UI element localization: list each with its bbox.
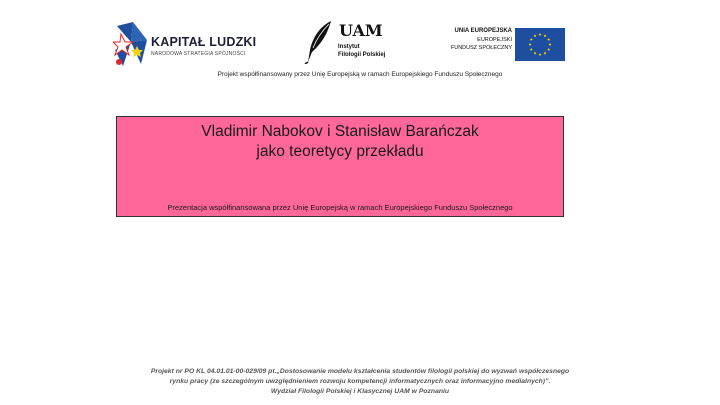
ue-title: UNIA EUROPEJSKA [454, 28, 512, 34]
presentation-title-line-2: jako teoretycy przekładu [256, 143, 424, 160]
presentation-subtitle: Prezentacja współfinansowana przez Unię Europejską w ramach Europejskiego Funduszu Społecznego [167, 203, 513, 212]
uam-logo [303, 20, 386, 66]
ue-logo [432, 18, 572, 68]
ue-text-block [451, 27, 512, 53]
kapital-ludzki-title: KAPITAŁ LUDZKI [151, 35, 257, 49]
kapital-ludzki-star-icon [113, 20, 149, 68]
footer [0, 367, 720, 397]
title-box [116, 116, 564, 217]
footer-line-1: Projekt nr PO KL 04.01.01-00-029/09 pt.„Dostosowanie modelu kształcenia studentów filologii polskiej do wyzwań współczesnego [150, 368, 570, 375]
ue-line-2: EUROPEJSKI [477, 36, 512, 43]
quill-icon [303, 20, 335, 64]
uam-mark: UAM [339, 21, 383, 40]
kapital-ludzki-subtitle: NARODOWA STRATEGIA SPÓJNOŚCI [151, 51, 246, 57]
eu-flag-icon [515, 28, 565, 61]
uam-institute-line: Instytut [338, 44, 360, 50]
cofinance-note: Projekt współfinansowany przez Unię Europejską w ramach Europejskiego Funduszu Społecznego [217, 71, 503, 78]
kapital-ludzki-logo [113, 20, 263, 70]
footer-line-2: rynku pracy (ze szczególnym uwzględnieniem rozwoju kompetencji informatycznych oraz informacyjno medialnych)”. [169, 378, 551, 385]
uam-faculty-line: Filologii Polskiej [338, 52, 386, 58]
presentation-title-line-1: Vladimir Nabokov i Stanisław Barańczak [201, 123, 479, 140]
footer-line-3: Wydział Filologii Polskiej i Klasycznej UAM w Poznaniu [270, 388, 450, 395]
ue-line-3: FUNDUSZ SPOŁECZNY [450, 45, 512, 51]
